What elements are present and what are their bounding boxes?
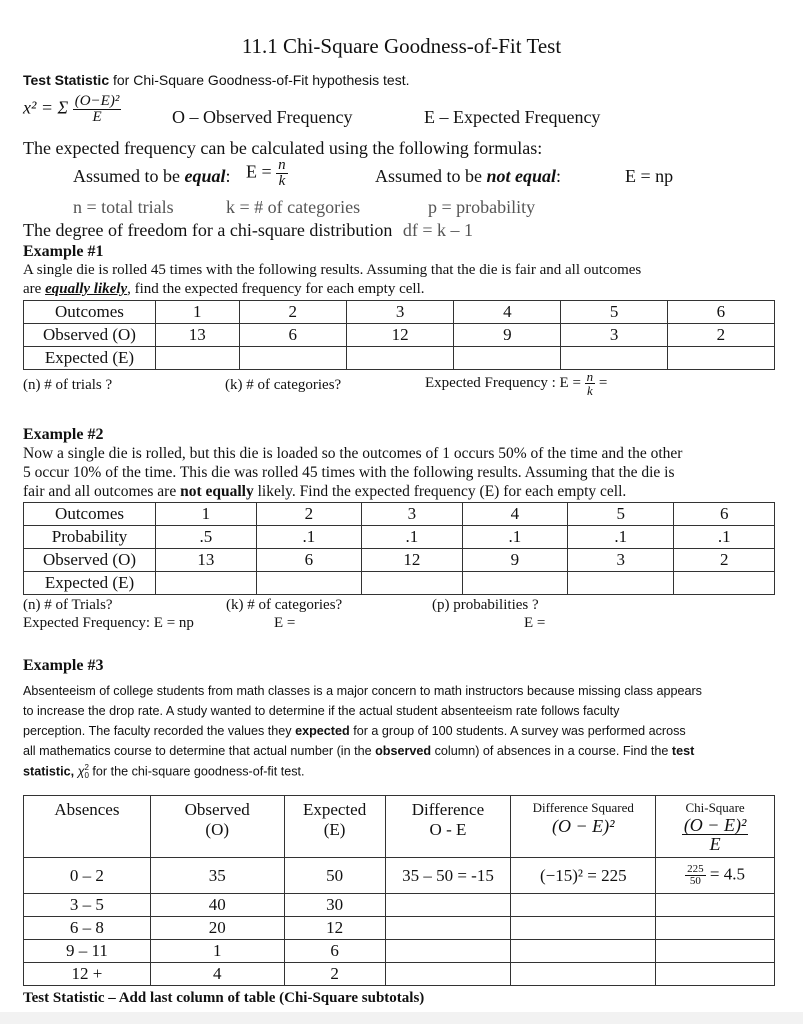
table-cell: 2 [256, 503, 361, 526]
absences-cell: 12 + [24, 963, 151, 986]
observed-cell: 4 [150, 963, 284, 986]
expected-cell[interactable] [155, 347, 239, 370]
not-equal-formula: E = np [625, 166, 674, 186]
table-cell: 2 [239, 301, 346, 324]
example3-heading: Example #3 [23, 657, 104, 674]
expected-cell[interactable] [561, 347, 667, 370]
table-cell: 3 [346, 301, 453, 324]
header-line: Difference [411, 800, 485, 819]
ex2-text-bold: not equally [180, 483, 254, 500]
table-cell: 9 [454, 324, 561, 347]
expected-frequency-def: E – Expected Frequency [424, 107, 601, 127]
e-question-num: n [586, 369, 594, 384]
table-row [24, 526, 775, 549]
table-cell: .1 [256, 526, 361, 549]
page-title: 11.1 Chi-Square Goodness-of-Fit Test [241, 34, 562, 58]
example3-paragraph-line3 [23, 724, 686, 738]
chi-square-formula [23, 94, 121, 125]
example2-expected-frequency: Expected Frequency: E = np [23, 615, 194, 631]
header-absences [24, 796, 151, 858]
table-cell: 6 [256, 549, 361, 572]
not-equal-assumption [375, 166, 561, 187]
table-row [24, 572, 775, 595]
example2-heading: Example #2 [23, 426, 104, 443]
equal-suffix: : [225, 166, 231, 186]
table-row [24, 503, 775, 526]
expected-cell: 6 [284, 940, 385, 963]
row-label: Outcomes [24, 301, 156, 324]
header-line: (O) [205, 820, 230, 839]
diff-squared-cell[interactable] [511, 917, 656, 940]
observed-cell: 20 [150, 917, 284, 940]
chi-value-result: = 4.5 [709, 864, 745, 884]
table-cell: .1 [674, 526, 775, 549]
example1-table [23, 300, 775, 370]
header-line: O - E [429, 820, 467, 839]
chi-value-num: 225 [687, 863, 704, 875]
absences-cell: 0 – 2 [24, 858, 151, 894]
table-row [24, 940, 775, 963]
table-cell: 2 [674, 549, 775, 572]
ex2-text-pre: fair and all outcomes are [23, 483, 181, 500]
df-formula: df = k – 1 [402, 220, 474, 240]
chi-square-cell [656, 858, 775, 894]
not-equal-bold: not equal [486, 166, 557, 186]
row-label: Outcomes [24, 503, 156, 526]
example3-paragraph-line4 [23, 744, 694, 758]
formula-fraction [73, 94, 122, 125]
chi-square-fraction [682, 816, 749, 853]
example2-e-answer-2: E = [524, 615, 546, 631]
ex2-text-post: likely. Find the expected frequency (E) for each empty cell. [253, 483, 627, 500]
table-cell: 5 [561, 301, 667, 324]
equal-assumption [73, 166, 231, 187]
ex3-l4-mid: column) of absences in a course. Find the [431, 744, 672, 758]
ex3-l3-bold: expected [295, 724, 350, 738]
test-statistic-label: Test Statistic [23, 72, 110, 88]
not-equal-prefix: Assumed to be [375, 166, 487, 186]
table-cell: 13 [156, 549, 257, 572]
example1-heading: Example #1 [23, 243, 104, 260]
n-definition: n = total trials [73, 197, 174, 217]
example2-n-question: (n) # of Trials? [23, 597, 113, 613]
table-row [24, 301, 775, 324]
df-line [23, 220, 473, 241]
chi-square-cell[interactable] [656, 940, 775, 963]
example2-e-answer-1: E = [274, 615, 296, 631]
table-cell: 4 [462, 503, 567, 526]
e-question-fraction [585, 370, 596, 397]
header-chi-square [656, 796, 775, 858]
table-row [24, 858, 775, 894]
header-line: Difference Squared [532, 800, 634, 815]
example3-paragraph-line2: to increase the drop rate. A study wanted to determine if the actual student absenteeism rate follows faculty [23, 704, 620, 718]
table-cell: 6 [239, 324, 346, 347]
table-cell: 6 [667, 301, 774, 324]
header-line: Observed [184, 800, 250, 819]
example2-p-question: (p) probabilities ? [432, 597, 539, 613]
example3-table [23, 795, 775, 986]
row-label: Probability [24, 526, 156, 549]
ex3-l4-pre: all mathematics course to determine that actual number (in the [23, 744, 376, 758]
expected-cell[interactable] [156, 572, 257, 595]
expected-cell: 12 [284, 917, 385, 940]
table-row [24, 917, 775, 940]
table-cell: 12 [346, 324, 453, 347]
observed-frequency-def: O – Observed Frequency [172, 107, 353, 127]
table-cell: 3 [568, 549, 674, 572]
table-cell: 1 [156, 503, 257, 526]
expected-cell[interactable] [454, 347, 561, 370]
equal-prefix: Assumed to be [73, 166, 185, 186]
observed-cell: 35 [150, 858, 284, 894]
expected-cell: 50 [284, 858, 385, 894]
absences-cell: 6 – 8 [24, 917, 151, 940]
table-cell: 2 [667, 324, 774, 347]
chi-den: E [709, 834, 721, 854]
diff-squared-cell[interactable] [511, 940, 656, 963]
p-definition: p = probability [428, 197, 536, 217]
table-cell: 3 [561, 324, 667, 347]
example1-k-question: (k) # of categories? [225, 377, 342, 393]
chi-num: (O − E)² [683, 815, 747, 835]
table-cell: 13 [155, 324, 239, 347]
example1-text-line1: A single die is rolled 45 times with the following results. Assuming that the die is fair and all outcomes [23, 262, 642, 278]
not-equal-suffix: : [556, 166, 562, 186]
expected-cell[interactable] [239, 347, 346, 370]
table-cell: 12 [362, 549, 463, 572]
k-definition: k = # of categories [226, 197, 361, 217]
equal-num: n [278, 157, 286, 173]
table-cell: .1 [362, 526, 463, 549]
ex3-l4-bold2: test [671, 744, 695, 758]
difference-cell[interactable] [385, 894, 511, 917]
chi-superscript: 2 [84, 763, 89, 772]
page-bottom-edge [0, 1012, 803, 1024]
expected-cell: 2 [284, 963, 385, 986]
test-statistic-line [23, 72, 409, 88]
expected-cell[interactable] [346, 347, 453, 370]
table-row [24, 324, 775, 347]
table-cell: .5 [156, 526, 257, 549]
header-line: (E) [323, 820, 346, 839]
chi-value-den: 50 [689, 875, 701, 887]
example1-e-question [425, 370, 607, 397]
equal-formula [246, 158, 288, 189]
observed-cell: 1 [150, 940, 284, 963]
chi-subscript: 0 [84, 771, 89, 780]
example2-text-line1: Now a single die is rolled, but this die is loaded so the outcomes of 1 occurs 50% of the time and the other [23, 445, 683, 462]
example2-text-line3 [23, 483, 626, 501]
diff-squared-cell[interactable] [511, 894, 656, 917]
header-line: (O − E)² [552, 816, 615, 836]
table-cell: 5 [568, 503, 674, 526]
expected-cell: 30 [284, 894, 385, 917]
difference-cell[interactable] [385, 963, 511, 986]
diff-squared-cell[interactable] [511, 963, 656, 986]
ex3-l5-bold: statistic, [23, 764, 78, 779]
header-line: Expected [302, 800, 367, 819]
formula-numerator: (O−E)² [74, 93, 120, 109]
table-cell: .1 [568, 526, 674, 549]
example2-text-line2: 5 occur 10% of the time. This die was rolled 45 times with the following results. Assuming that the die is [23, 464, 675, 481]
row-label: Observed (O) [24, 324, 156, 347]
observed-cell: 40 [150, 894, 284, 917]
table-cell: 4 [454, 301, 561, 324]
ex3-l5-post: for the chi-square goodness-of-fit test. [88, 764, 305, 779]
example2-k-question: (k) # of categories? [226, 597, 343, 613]
ex3-l3-pre: perception. The faculty recorded the values they [23, 724, 296, 738]
formula-denominator: E [92, 109, 102, 125]
expected-frequency-intro: The expected frequency can be calculated using the following formulas: [23, 138, 543, 158]
test-statistic-footer: Test Statistic – Add last column of table (Chi-Square subtotals) [23, 990, 425, 1006]
equal-formula-lhs: E = [246, 161, 272, 182]
e-question-den: k [587, 383, 593, 398]
header-difference-squared [511, 796, 656, 858]
table-cell: 3 [362, 503, 463, 526]
equal-fraction [276, 158, 288, 189]
example1-text-line2 [23, 281, 424, 298]
example3-paragraph-line5 [23, 764, 305, 780]
e-question-prefix: Expected Frequency : E = [425, 374, 581, 391]
equal-den: k [278, 173, 286, 189]
expected-cell[interactable] [667, 347, 774, 370]
example1-n-question: (n) # of trials ? [23, 377, 113, 393]
diff-squared-cell: (−15)² = 225 [511, 858, 656, 894]
row-label: Expected (E) [24, 572, 156, 595]
header-line: Chi-Square [685, 800, 745, 815]
table-cell: 1 [155, 301, 239, 324]
chi-symbol: χ [77, 764, 85, 779]
expected-cell[interactable] [256, 572, 361, 595]
table-cell: .1 [462, 526, 567, 549]
formula-lhs: x² = Σ [23, 97, 69, 118]
table-row [24, 347, 775, 370]
expected-cell[interactable] [362, 572, 463, 595]
header-line: Absences [54, 800, 120, 819]
row-label: Observed (O) [24, 549, 156, 572]
expected-cell[interactable] [568, 572, 674, 595]
difference-cell: 35 – 50 = -15 [385, 858, 511, 894]
equal-bold: equal [184, 166, 226, 186]
difference-cell[interactable] [385, 940, 511, 963]
header-expected [284, 796, 385, 858]
expected-cell[interactable] [674, 572, 775, 595]
ex1-text-pre: are [23, 281, 46, 297]
row-label: Expected (E) [24, 347, 156, 370]
table-header-row [24, 796, 775, 858]
table-row [24, 549, 775, 572]
df-text: The degree of freedom for a chi-square distribution [23, 220, 393, 240]
chi-square-cell[interactable] [656, 894, 775, 917]
table-cell: 9 [462, 549, 567, 572]
header-difference [385, 796, 511, 858]
difference-cell[interactable] [385, 917, 511, 940]
ex1-text-bold: equally likely [45, 281, 128, 297]
example2-table [23, 502, 775, 595]
example3-paragraph-line1: Absenteeism of college students from math classes is a major concern to math instructors because missing class appears [23, 684, 702, 698]
ex3-l3-post: for a group of 100 students. A survey was performed across [349, 724, 686, 738]
table-row [24, 963, 775, 986]
chi-square-cell[interactable] [656, 917, 775, 940]
chi-square-cell[interactable] [656, 963, 775, 986]
e-question-suffix: = [598, 374, 608, 391]
ex3-l4-bold: observed [375, 744, 432, 758]
table-row [24, 894, 775, 917]
header-observed [150, 796, 284, 858]
ex1-text-post: , find the expected frequency for each empty cell. [127, 281, 425, 297]
expected-cell[interactable] [462, 572, 567, 595]
absences-cell: 9 – 11 [24, 940, 151, 963]
table-cell: 6 [674, 503, 775, 526]
chi-value-fraction [685, 864, 706, 887]
absences-cell: 3 – 5 [24, 894, 151, 917]
test-statistic-desc: for Chi-Square Goodness-of-Fit hypothesis test. [109, 72, 410, 88]
